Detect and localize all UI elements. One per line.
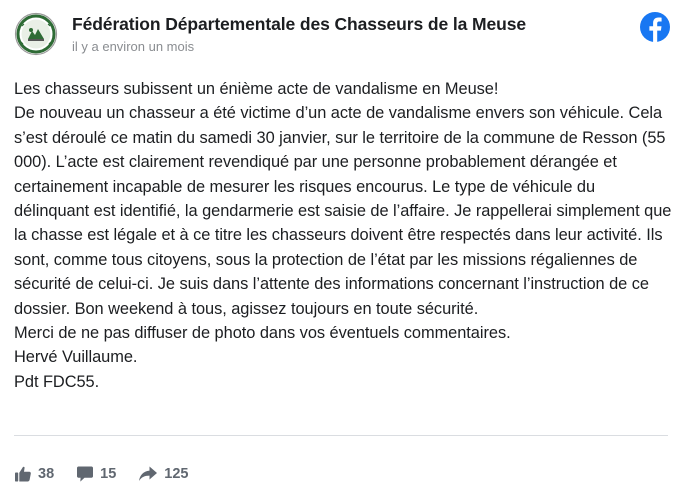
page-name-link[interactable]: Fédération Départementale des Chasseurs de la Meuse — [72, 14, 526, 34]
share-button[interactable] — [138, 465, 188, 483]
comment-icon — [76, 465, 94, 483]
like-icon — [14, 465, 32, 483]
post-footer — [14, 462, 210, 486]
post-paragraph: Les chasseurs subissent un énième acte de vandalisme en Meuse! — [14, 80, 499, 98]
like-count: 38 — [38, 466, 55, 482]
post-header — [14, 10, 664, 62]
share-count: 125 — [164, 466, 189, 482]
comment-count: 15 — [100, 466, 117, 482]
post-body — [14, 77, 674, 394]
post-paragraph: Pdt FDC55. — [14, 372, 100, 391]
footer-divider — [14, 435, 668, 436]
fdc-logo-icon[interactable] — [14, 12, 58, 56]
like-button[interactable] — [14, 465, 54, 483]
facebook-icon[interactable] — [638, 10, 672, 44]
post-timestamp[interactable]: il y a environ un mois — [72, 39, 195, 54]
post-paragraph: Hervé Vuillaume. — [14, 348, 138, 367]
post-paragraph: Merci de ne pas diffuser de photo dans vos éventuels commentaires. — [14, 324, 511, 343]
share-icon — [138, 465, 158, 483]
post-paragraph: De nouveau un chasseur a été victime d’un acte de vandalisme envers son véhicule. Cela s’est déroulé ce matin du samedi 30 janvier, sur le territoire de la commune de Resson (55 000). L’acte est clairement revendiqué par une personne probablement dérangée et certainement incapable de mesurer les risques encourus. Le type de véhicule du délinquant est identifié, la gendarmerie est saisie de l’affaire. Je rappellerai simplement que la chasse est légale et à ce titre les chasseurs doivent être respectés dans leur activité. Ils sont, comme tous citoyens, sous la protection de l’état par les missions régaliennes de sécurité de celui-ci. Je suis dans l’attente des informations concernant l’instruction de ce dossier. Bon weekend à tous, agissez toujours en toute sécurité. — [14, 104, 672, 318]
comment-button[interactable] — [76, 465, 116, 483]
